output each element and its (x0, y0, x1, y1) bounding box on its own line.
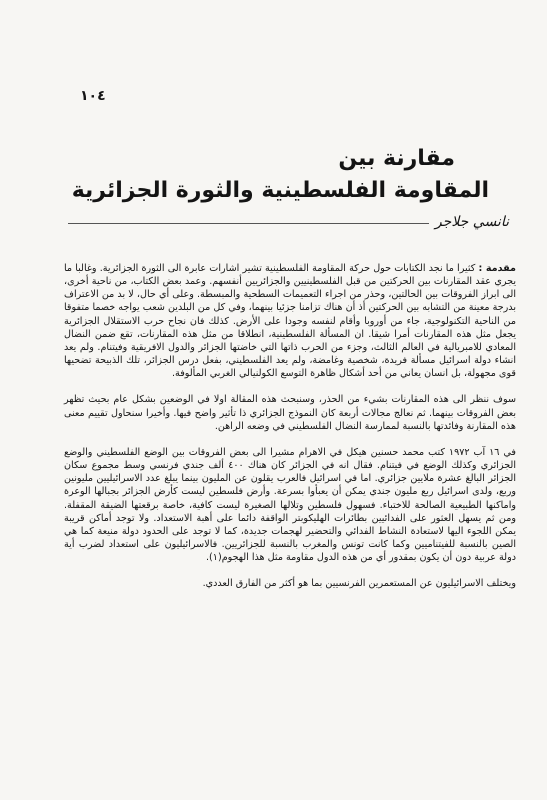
paragraph-text: سوف ننظر الى هذه المقارنات بشيء من الحذر، وسنبحث هذه المقالة اولا في الوضعين بشكل عام بحيث تظهر بعض الفروقات بينهما. ثم نعالج مجالات أربعة كان النموذج الجزائري ذا تأثير واضح فيها. وأخيرا سنحاول تقييم معنى هذه المقارنة وفائدتها بالنسبة لممارسة النضال الفلسطيني في وضعه الراهن. (64, 394, 516, 432)
author-name: نانسي جلاجر (429, 214, 509, 230)
paragraph (64, 446, 516, 564)
intro-label: مقدمة : (478, 263, 516, 274)
paragraph-text: كثيرا ما نجد الكتابات حول حركة المقاومة الفلسطينية تشير اشارات عابرة الى الثورة الجزائرية. وغالبا ما يجري عقد المقارنات بين الحركتين من قبل الفلسطينيين والجزائريين أنفسهم. وعمد بعض الكتاب، من ناحية أخرى، الى ابراز الفروقات بين الحالتين، وحذر من اجراء التعميمات السطحية والمبسطة. وعلى أي حال، لا بد من الاعتراف بدرجة معينة من التشابه بين الحركتين أذ أن هناك تزامنا جزئيا بينهما، وفي كل من البلدين شعب يواجه خصما متفوقا من الناحية التكنولوجية، جاء من أوروبا وأقام لنفسه وجودا على الأرض. كذلك فان نجاح حرب الاستقلال الجزائرية يجعل مثل هذه المقارنات أمرا شيقا. ان المسألة الفلسطينية، انطلاقا من مثل هذه المقارنات، تقع ضمن النضال المعادي للامبريالية في العالم الثالث، وجزء من الحرب ذاتها التي خاضتها الجزائر والدول الافريقية وفيتنام. ولم يعد انشاء دولة اسرائيل مسألة فريدة، شخصية وغامضة، ولم يعد الفلسطيني، بفعل درس الجزائر، تلك الذبيحة تضحيها قوى مجهولة، بل انسان يعاني من أحد أشكال ظاهرة التوسع الكولنيالي الغربي المألوفة. (64, 263, 516, 380)
page-number: ١٠٤ (80, 88, 106, 104)
article-body (64, 262, 516, 590)
article-title (71, 144, 489, 208)
paragraph (64, 262, 516, 380)
title-line-1: مقارنة بين (338, 146, 455, 171)
paragraph-text: ويختلف الاسرائيليون عن المستعمرين الفرنسيين بما هو أكثر من الفارق العددي. (202, 578, 516, 590)
paragraph-text: في ١٦ آب ١٩٧٢ كتب محمد حسنين هيكل في الاهرام مشيرا الى بعض الفروقات بين الوضع الفلسطيني والوضع الجزائري وكذلك الوضع في فيتنام. فقال انه في الجزائر كان هناك ٤٠٠ ألف جندي فرنسي وسط مجموع سكان الجزائر البالغ عشرة ملايين جزائري. اما في اسرائيل فالعرب يقلون عن المليون بينما يبلغ عدد الاسرائيليين مليونين وربع، ولدى اسرائيل ربع مليون جندي يمكن أن يعبأوا بسرعة. وأرض فلسطين ليست كأرض الجزائر بجبالها الوعرة واماكنها الطبيعية الصالحة للاختباء. فسهول فلسطين وتلالها الصغيرة ليست كافية، خاصة برقعتها الضيقة المقفلة. ومن ثم يسهل العثور على الفدائيين بطائرات الهليكوبتر الواقفة دائما على أهبة الاستعداد. ولا توجد أماكن قريبة يمكن اللجوء اليها لاستعادة النشاط الفدائي والتحضير لهجمات جديدة، كما لا توجد على الحدود دولة منيعة كما هي الصين بالنسبة للفيتناميين وكما كانت تونس والمغرب بالنسبة للجزائريين. فالاسرائيليون على استعداد لضرب أية دولة عربية دون أن يكون بمقدور أي من هذه الدول مقاومة مثل هذا الهجوم(١). (64, 446, 517, 564)
author-divider (68, 223, 438, 224)
paragraph (64, 577, 516, 590)
title-line-2: المقاومة الفلسطينية والثورة الجزائرية (71, 178, 489, 203)
paragraph (64, 393, 516, 432)
